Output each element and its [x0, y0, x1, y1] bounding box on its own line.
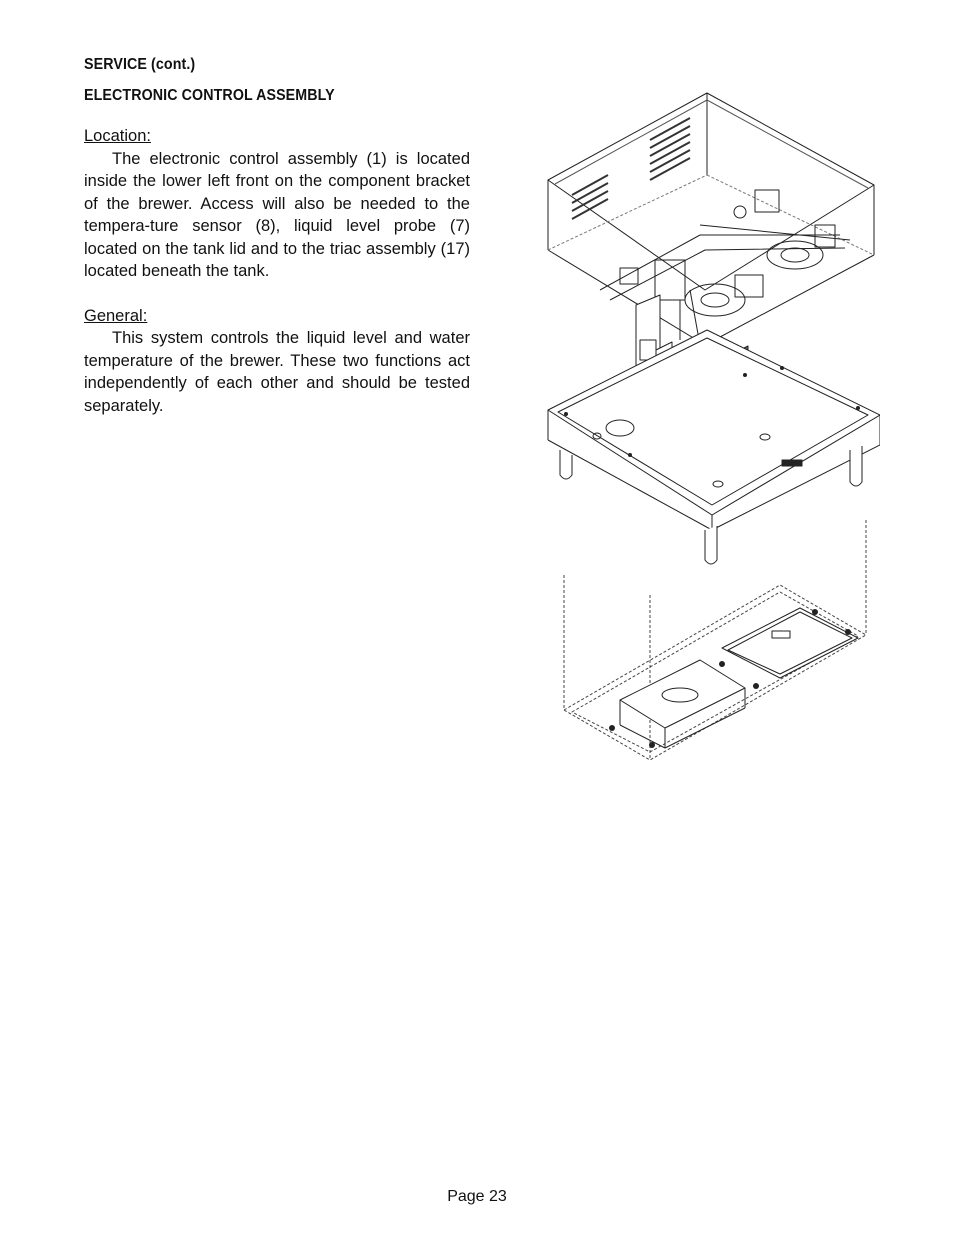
brewer-base — [548, 330, 880, 564]
triac-plate — [620, 608, 858, 748]
exploded-assembly-diagram — [540, 85, 880, 765]
page-number: Page 23 — [447, 1188, 507, 1205]
section-heading: SERVICE (cont.) — [84, 56, 196, 73]
location-paragraph: The electronic control assembly (1) is located inside the lower left front on the component bracket of the brewer. Access will also be needed to the tempera-ture sensor (8), liquid level probe (7) located on the tank lid and to the triac assembly (17) located beneath the tank. — [84, 149, 470, 280]
general-label: General: — [84, 306, 148, 325]
general-paragraph: This system controls the liquid level and water temperature of the brewer. These two functions act independently of each other and should be tested separately. — [84, 329, 470, 415]
location-label: Location: — [84, 127, 151, 145]
page-title: ELECTRONIC CONTROL ASSEMBLY — [84, 87, 335, 104]
body-text — [84, 125, 470, 417]
